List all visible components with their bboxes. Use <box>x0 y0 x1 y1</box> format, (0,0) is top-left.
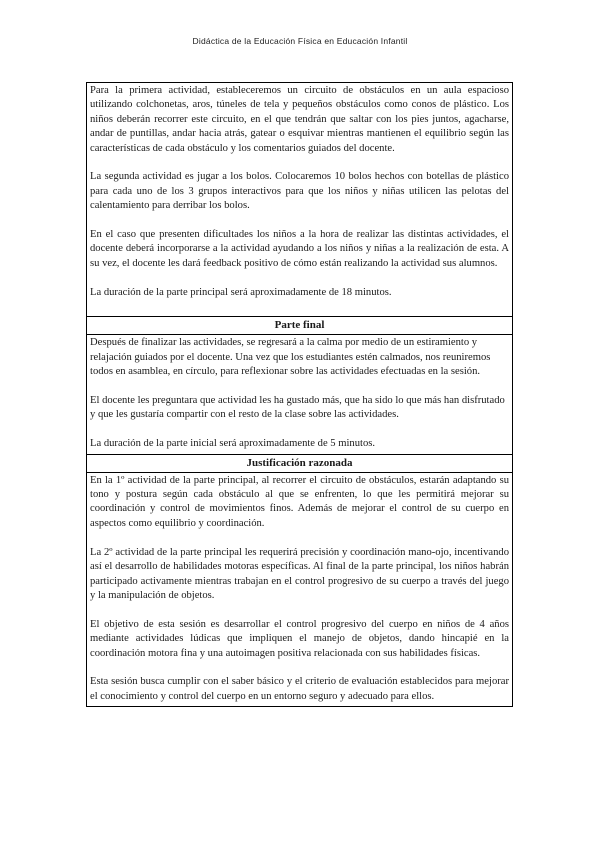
final-paragraph-3: La duración de la parte inicial será aproximadamente de 5 minutos. <box>90 438 376 450</box>
justificacion-paragraph-4: Esta sesión busca cumplir con el saber básico y el criterio de evaluación establecidos para mejorar el conocimiento y control del cuerpo en un entorno seguro y adecuado para ellos. <box>90 676 509 702</box>
final-content-cell <box>87 335 513 454</box>
justificacion-content-cell <box>87 472 513 706</box>
justificacion-title-row <box>87 454 513 472</box>
principal-paragraph-2: La segunda actividad es jugar a los bolos. Colocaremos 10 bolos hechos con botellas de plástico para cada uno de los 3 grupos interactivos para que los niños y niñas utilicen las pelotas del calentamiento para derribar los bolos. <box>90 171 509 212</box>
final-paragraph-2: El docente les preguntara que actividad les ha gustado más, que ha sido lo que más han disfrutado y que les gustaría compartir con el resto de la clase sobre las actividades. <box>90 395 505 421</box>
final-content-row <box>87 335 513 454</box>
principal-content-cell <box>87 83 513 317</box>
justificacion-content-row <box>87 472 513 706</box>
session-table <box>86 82 513 707</box>
principal-trailing-space <box>90 300 509 314</box>
justificacion-paragraph-3: El objetivo de esta sesión es desarrollar el control progresivo del cuerpo en niños de 4 años mediante actividades lúdicas que impliquen el manejo de objetos, dando hincapié en la coordinación motora fina y una autoimagen positiva relacionada con sus habilidades físicas. <box>90 618 509 659</box>
final-title-row <box>87 317 513 335</box>
principal-content-row <box>87 83 513 317</box>
principal-paragraph-4: La duración de la parte principal será aproximadamente de 18 minutos. <box>90 286 392 298</box>
final-section-title: Parte final <box>87 317 513 335</box>
justificacion-paragraph-1: En la 1º actividad de la parte principal, al recorrer el circuito de obstáculos, estarán adaptando su tono y postura según cada obstáculo al que se enfrenten, lo que les permitirá mejorar su coordinación y control de movimientos finos. Además de mejorar el control de su cuerpo en aspectos como equilibrio y coordinación. <box>90 474 509 529</box>
principal-paragraph-3: En el caso que presenten dificultades los niños a la hora de realizar las distintas actividades, el docente deberá incorporarse a la actividad ayudando a los niños y niñas a la realización de esta. A su vez, el docente les dará feedback positivo de cómo están realizando la actividad sus alumnos. <box>90 229 509 269</box>
principal-paragraph-1: Para la primera actividad, estableceremos un circuito de obstáculos en un aula espacioso utilizando colchonetas, aros, túneles de tela y pequeños obstáculos como conos de plástico. Los niños deberán recorrer este circuito, en el que tendrán que saltar con los pies juntos, agacharse, andar de puntillas, andar hacia atrás, gatear o esquivar mientras mantienen el equilibrio según las características de cada obstáculo y los comentarios guiados del docente. <box>90 85 509 154</box>
final-paragraph-1: Después de finalizar las actividades, se regresará a la calma por medio de un estiramiento y relajación guiados por el docente. Una vez que los estudiantes estén calmados, nos reuniremos todos en asamblea, en círculo, para reflexionar sobre las actividades efectuadas en la sesión. <box>90 337 491 378</box>
justificacion-paragraph-2: La 2º actividad de la parte principal les requerirá precisión y coordinación mano-ojo, incentivando así el desarrollo de habilidades motoras específicas. Al final de la parte principal, los niños habrán participado activamente mientras trabajan en el control progresivo de su cuerpo a través del juego y la manipulación de objetos. <box>90 546 509 601</box>
running-header: Didáctica de la Educación Física en Educación Infantil <box>192 36 408 46</box>
justificacion-section-title: Justificación razonada <box>87 454 513 472</box>
